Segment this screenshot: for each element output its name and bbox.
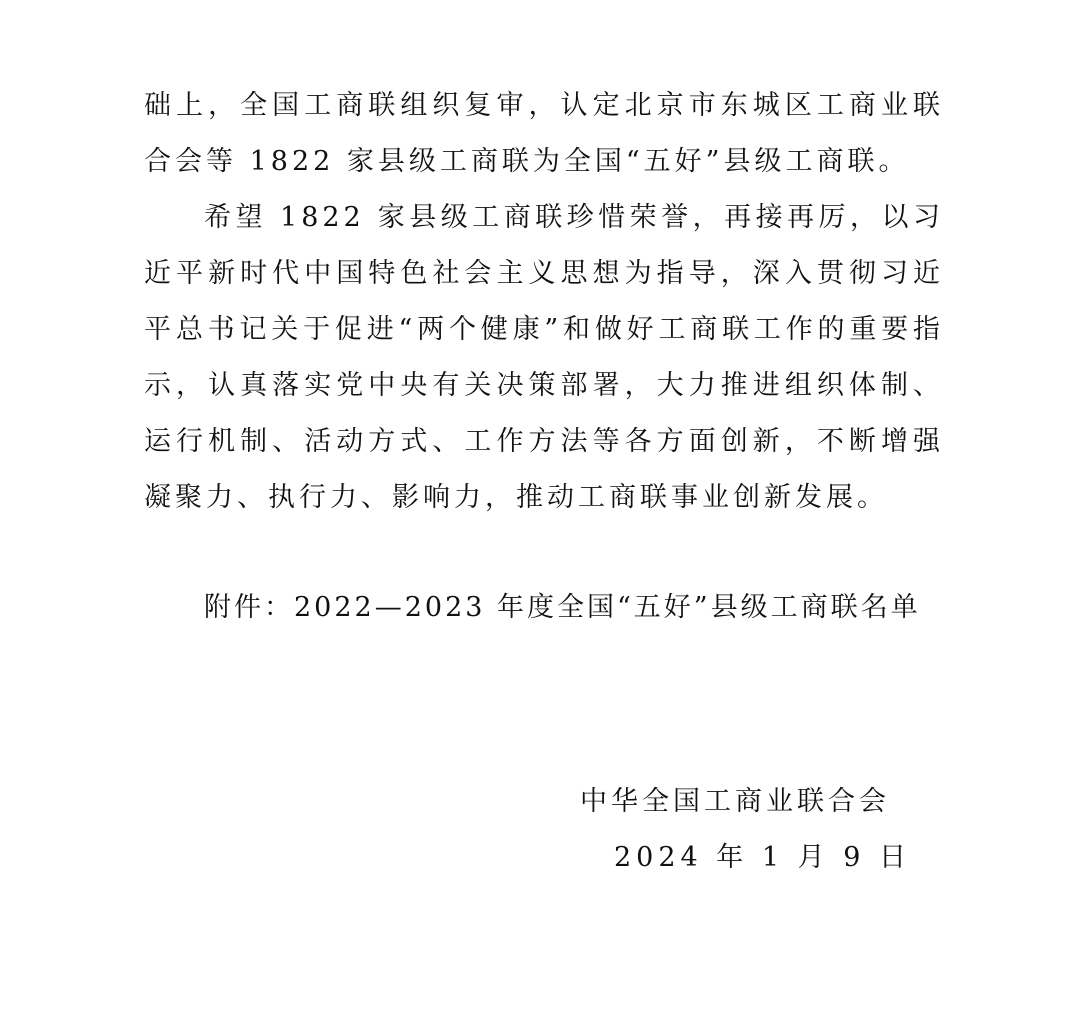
signature-date: 2024 年 1 月 9 日 (614, 842, 911, 873)
signature-block (580, 774, 940, 886)
paragraph-continuation: 础上，全国工商联组织复审，认定北京市东城区工商业联合会等 1822 家县级工商联为全国“五好”县级工商联。 (144, 90, 944, 177)
attachment-line: 附件：2022—2023 年度全国“五好”县级工商联名单 (204, 592, 921, 623)
document-body (144, 78, 944, 526)
paragraph-hope: 希望 1822 家县级工商联珍惜荣誉，再接再厉，以习近平新时代中国特色社会主义思想为指导，深入贯彻习近平总书记关于促进“两个健康”和做好工商联工作的重要指示，认真落实党中央有关决策部署，大力推进组织体制、运行机制、活动方式、工作方法等各方面创新，不断增强凝聚力、执行力、影响力，推动工商联事业创新发展。 (144, 202, 944, 513)
signature-organization: 中华全国工商业联合会 (580, 786, 890, 817)
